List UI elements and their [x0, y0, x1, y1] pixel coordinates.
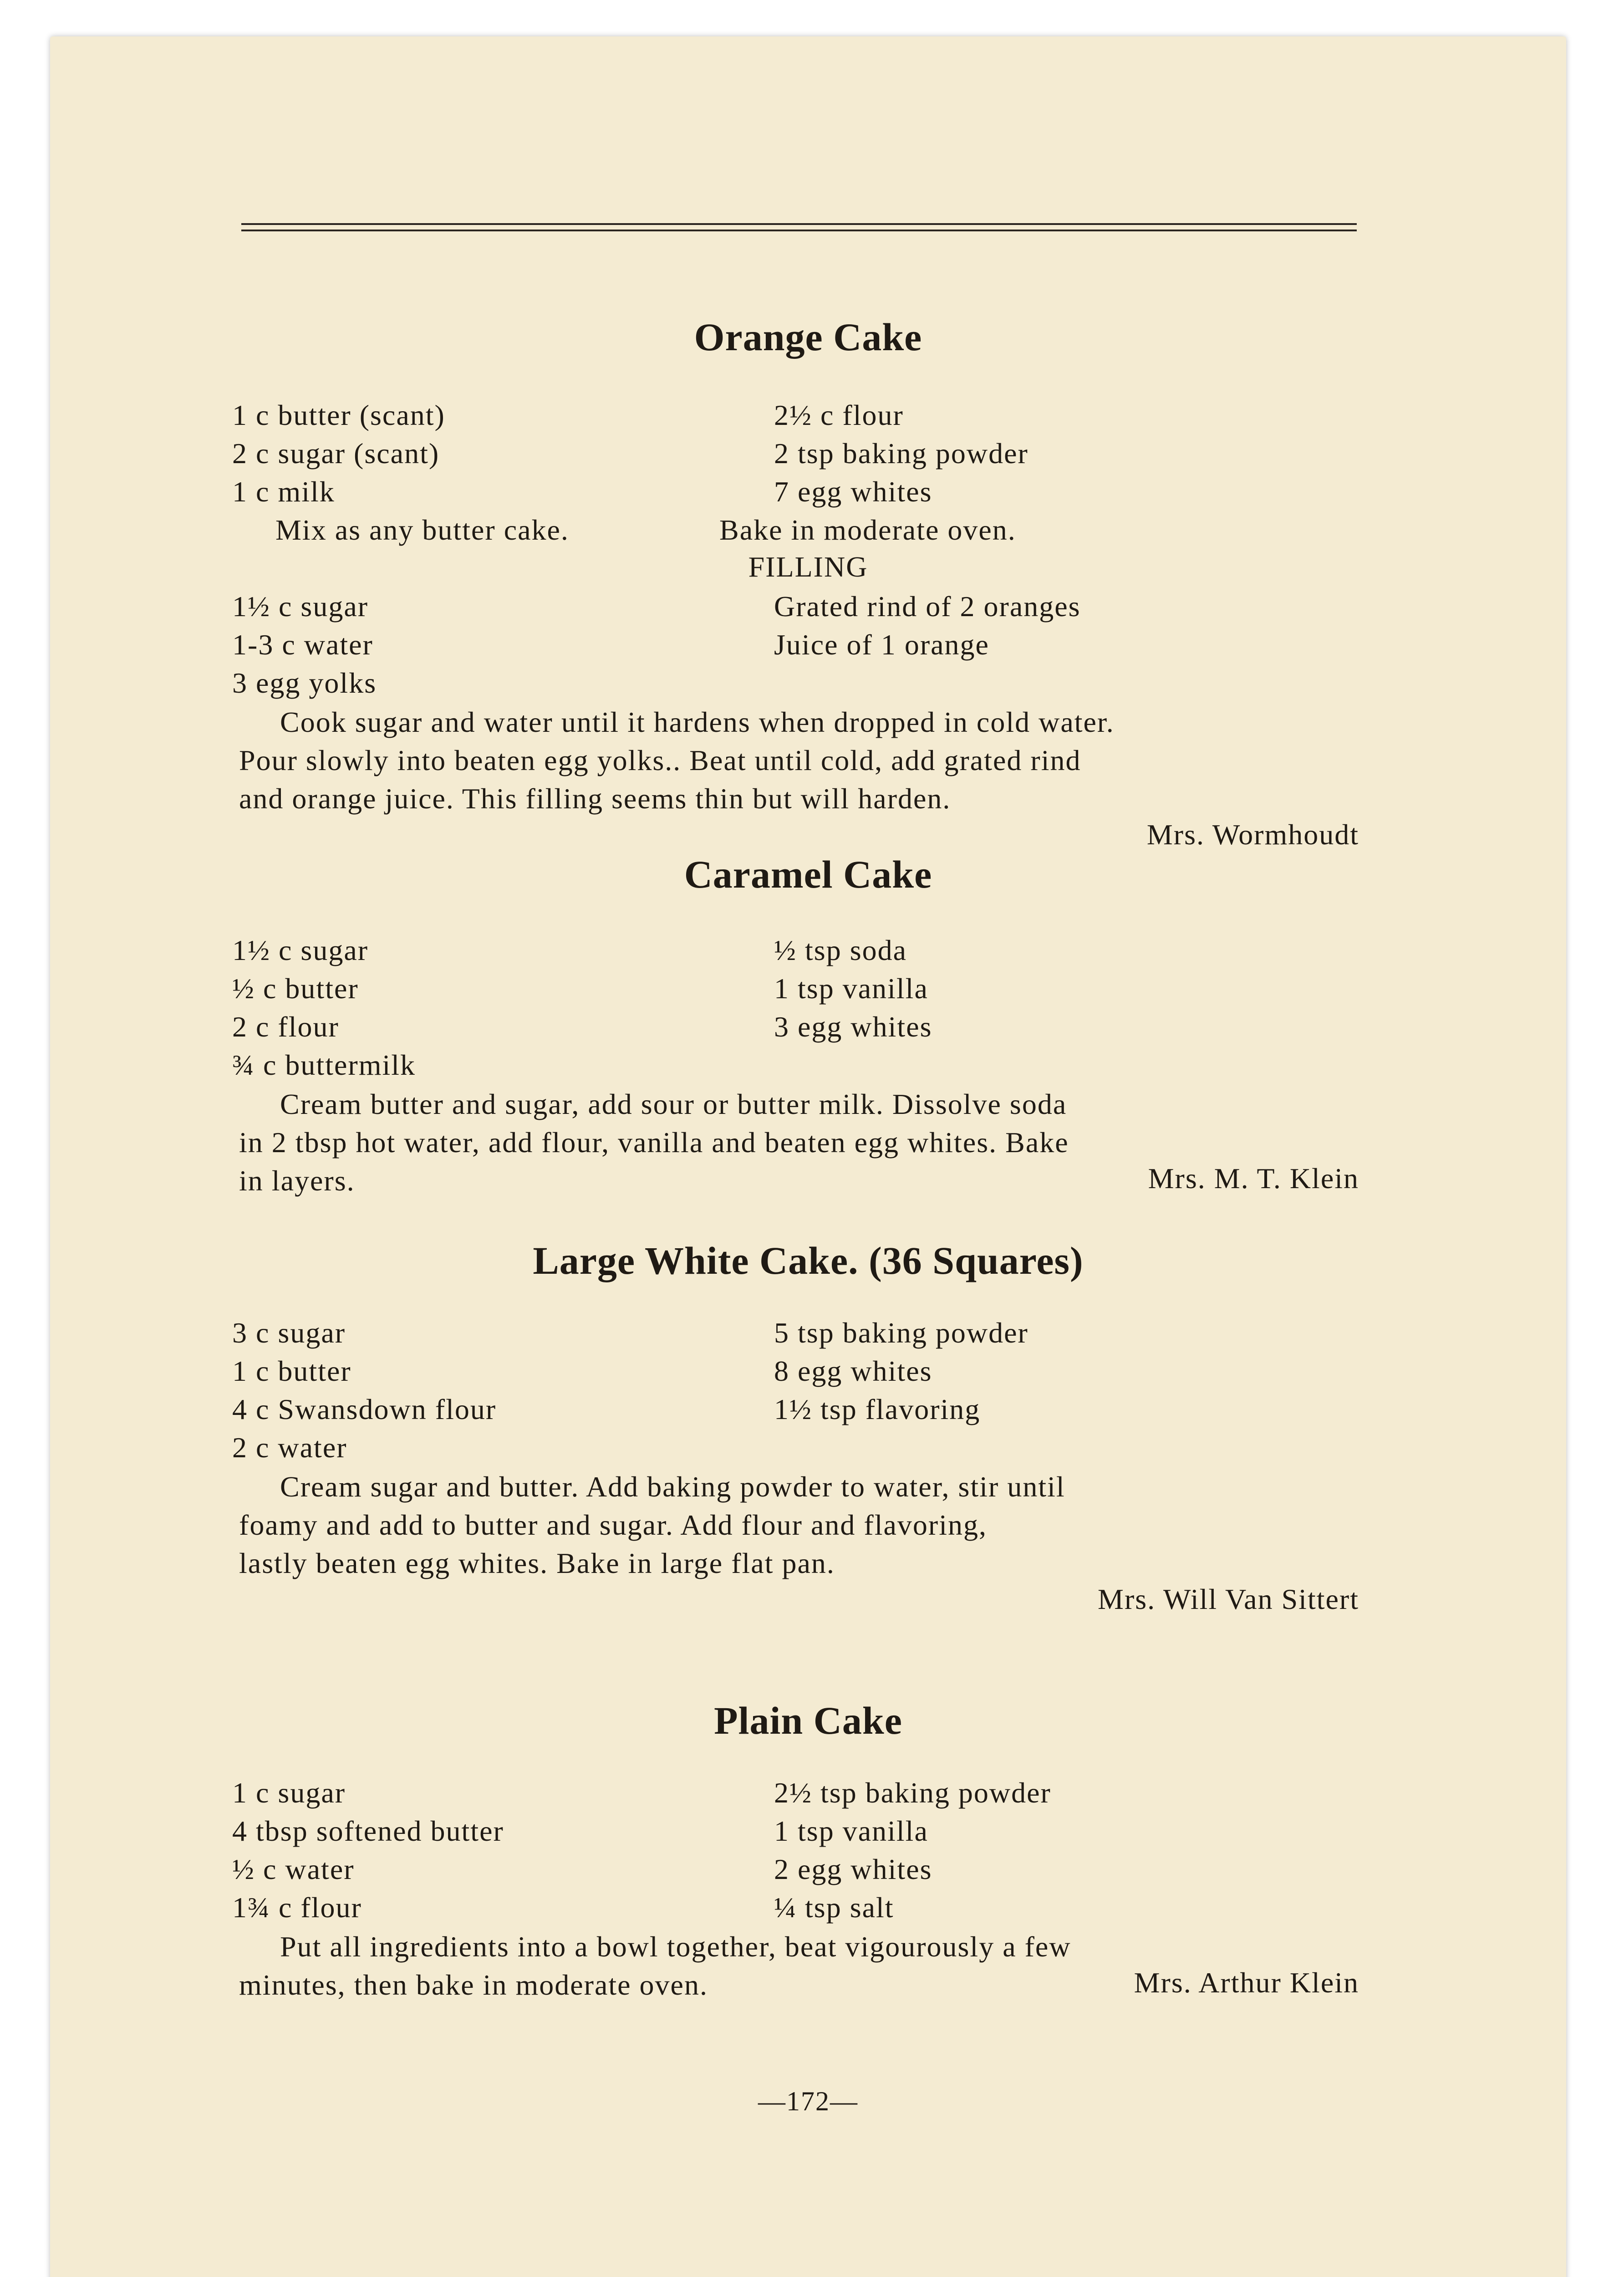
plain-cake-title: Plain Cake: [714, 1699, 902, 1742]
direction-line: minutes, then bake in moderate oven.: [239, 1969, 708, 2001]
ingredient: 2 c flour: [232, 1011, 339, 1043]
header-double-rule: [241, 223, 1357, 235]
orange-ingredients-left: [232, 396, 445, 511]
ingredient: 1¾ c flour: [232, 1891, 362, 1924]
ingredient: 2 c water: [232, 1431, 347, 1464]
ingredient: 2 tsp baking powder: [774, 437, 1028, 470]
ingredient: 2½ c flour: [774, 399, 904, 431]
direction-line: in 2 tbsp hot water, add flour, vanilla and beaten egg whites. Bake: [239, 1126, 1069, 1159]
direction-line: in layers.: [239, 1164, 355, 1197]
book-page: [50, 36, 1566, 2277]
orange-attribution: Mrs. Wormhoudt: [1146, 818, 1359, 851]
plain-ingredients-left: [232, 1774, 504, 1927]
ingredient: 1 c butter: [232, 1355, 351, 1387]
direction-line: Cream sugar and butter. Add baking powder to water, stir until: [280, 1470, 1065, 1503]
direction-line: foamy and add to butter and sugar. Add flour and flavoring,: [239, 1509, 987, 1541]
ingredient: 1½ c sugar: [232, 590, 369, 623]
ingredient: 1 tsp vanilla: [774, 1815, 928, 1847]
ingredient: 1½ tsp flavoring: [774, 1393, 981, 1425]
ingredient: 4 tbsp softened butter: [232, 1815, 504, 1847]
ingredient: 4 c Swansdown flour: [232, 1393, 497, 1425]
orange-directions: [239, 703, 1359, 818]
ingredient: 2 egg whites: [774, 1853, 932, 1885]
ingredient: 1 c butter (scant): [232, 399, 445, 431]
direction-line: Pour slowly into beaten egg yolks.. Beat until cold, add grated rind: [239, 744, 1081, 776]
ingredient: 2½ tsp baking powder: [774, 1777, 1051, 1809]
white-ingredients-left: [232, 1314, 496, 1467]
ingredient: 5 tsp baking powder: [774, 1317, 1028, 1349]
page-number: —172—: [758, 2086, 858, 2116]
caramel-ingredients-left: [232, 931, 416, 1084]
filling-title: FILLING: [748, 551, 868, 583]
ingredient: 1½ c sugar: [232, 934, 369, 966]
ingredient: Grated rind of 2 oranges: [774, 590, 1081, 623]
caramel-attribution: Mrs. M. T. Klein: [1148, 1162, 1359, 1195]
caramel-ingredients-right: [774, 931, 932, 1046]
orange-note-mix: Mix as any butter cake.: [275, 514, 569, 546]
ingredient: ¾ c buttermilk: [232, 1049, 416, 1081]
ingredient: 7 egg whites: [774, 475, 932, 508]
ingredient: ¼ tsp salt: [774, 1891, 894, 1924]
ingredient: ½ tsp soda: [774, 934, 907, 966]
direction-line: Put all ingredients into a bowl together, beat vigourously a few: [280, 1930, 1071, 1963]
ingredient: 1 c milk: [232, 475, 335, 508]
ingredient: 3 c sugar: [232, 1317, 346, 1349]
ingredient: ½ c water: [232, 1853, 355, 1885]
ingredient: 1-3 c water: [232, 628, 373, 661]
filling-ingredients-left: [232, 587, 377, 702]
orange-ingredients-right: [774, 396, 1028, 511]
ingredient: 1 c sugar: [232, 1777, 346, 1809]
white-cake-title: Large White Cake. (36 Squares): [533, 1239, 1084, 1282]
caramel-cake-title: Caramel Cake: [684, 853, 932, 896]
ingredient: ½ c butter: [232, 972, 359, 1005]
direction-line: Cream butter and sugar, add sour or butter milk. Dissolve soda: [280, 1088, 1067, 1120]
ingredient: 8 egg whites: [774, 1355, 932, 1387]
direction-line: and orange juice. This filling seems thin but will harden.: [239, 782, 951, 815]
plain-ingredients-right: [774, 1774, 1051, 1927]
orange-note-bake: Bake in moderate oven.: [719, 514, 1016, 546]
plain-attribution: Mrs. Arthur Klein: [1134, 1966, 1359, 1999]
filling-ingredients-right: [774, 587, 1081, 664]
ingredient: Juice of 1 orange: [774, 628, 989, 661]
white-ingredients-right: [774, 1314, 1028, 1429]
direction-line: Cook sugar and water until it hardens when dropped in cold water.: [280, 706, 1115, 738]
ingredient: 3 egg yolks: [232, 667, 377, 699]
direction-line: lastly beaten egg whites. Bake in large flat pan.: [239, 1547, 835, 1579]
white-directions: [239, 1468, 1359, 1583]
ingredient: 2 c sugar (scant): [232, 437, 440, 470]
ingredient: 1 tsp vanilla: [774, 972, 928, 1005]
white-attribution: Mrs. Will Van Sittert: [1098, 1583, 1359, 1615]
ingredient: 3 egg whites: [774, 1011, 932, 1043]
orange-cake-title: Orange Cake: [694, 315, 922, 359]
